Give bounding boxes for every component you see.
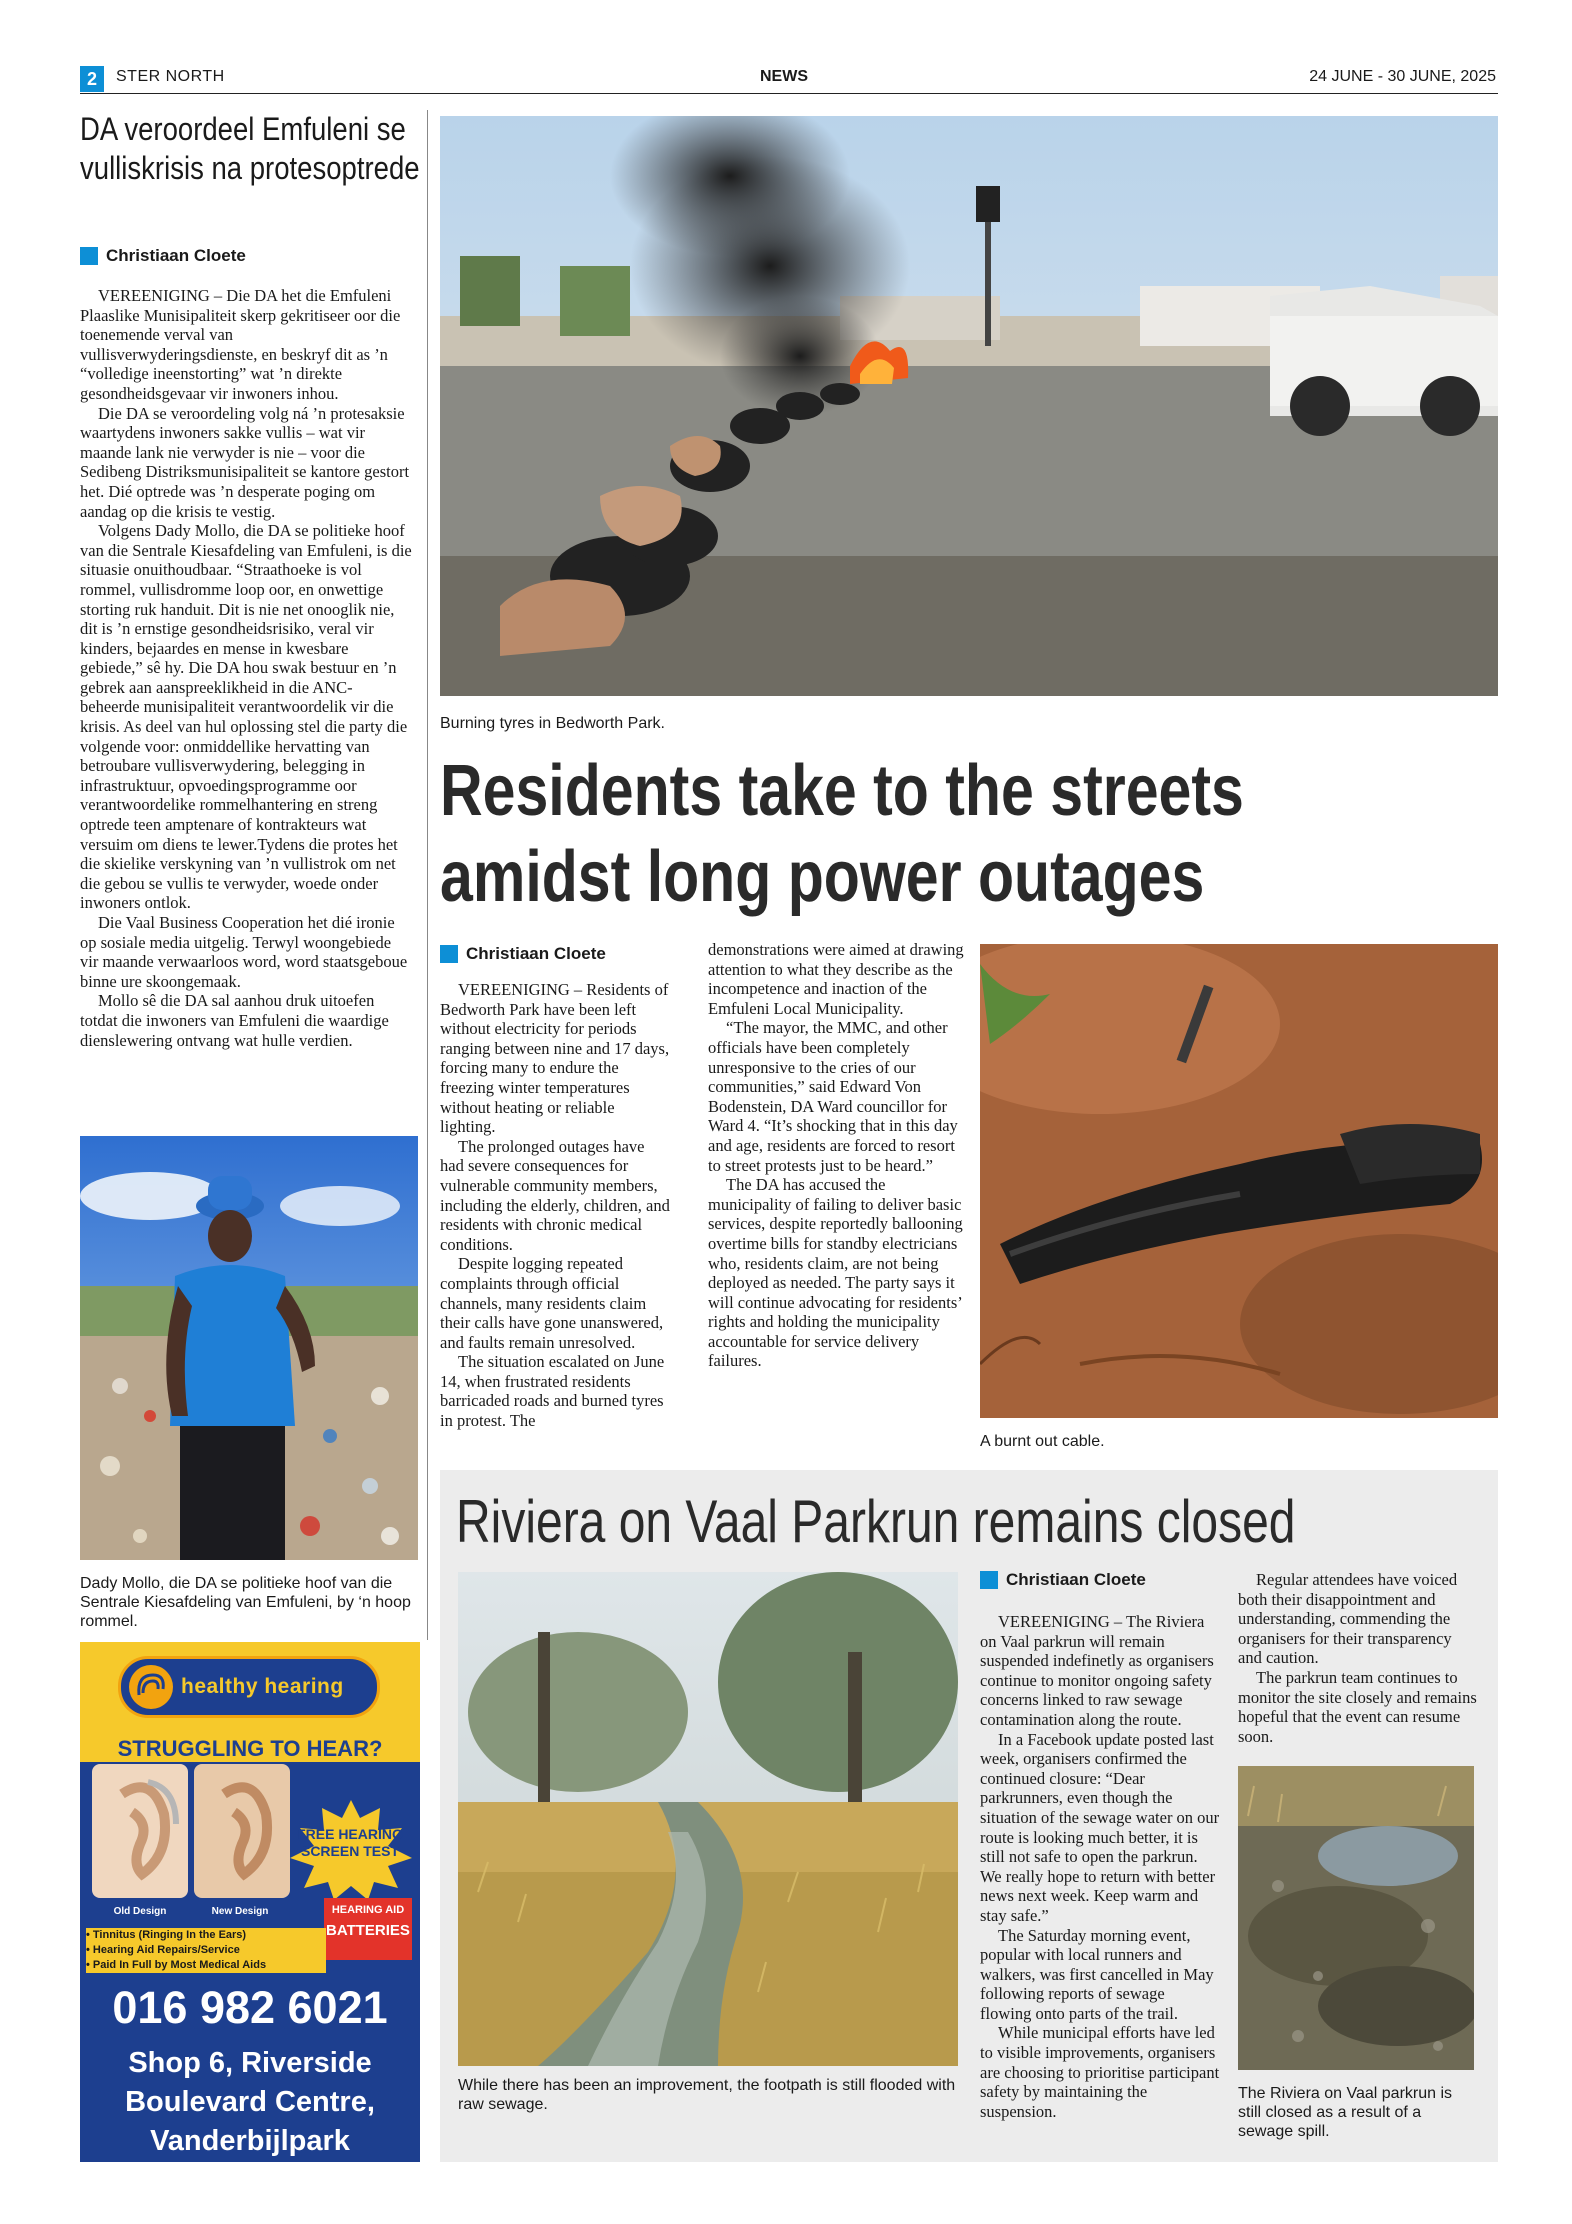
left-story-headline: DA veroordeel Emfuleni se vulliskrisis na protesoptrede [80,111,420,186]
dump-site-photo [80,1136,418,1560]
flooded-footpath-photo [458,1572,958,2066]
left-story-byline [80,246,246,266]
ad-bullet: • Hearing Aid Repairs/Service [86,1943,326,1958]
paragraph: demonstrations were aimed at drawing attention to what they describe as the incompetence and inaction of the Emfuleni Local Municipality. [708,940,964,1018]
paragraph: The parkrun team continues to monitor the site closely and remains hopeful that the event can resume soon. [1238,1667,1477,1746]
paragraph: “The mayor, the MMC, and other officials have been completely unresponsive to the cries of our communities,” said Edward Von Bodenstein, DA Ward councillor for Ward 4. “It’s shocking that in this day and age, residents are forced to resort to street protests just to be heard.” [708,1018,958,1175]
page-number: 2 [80,66,104,92]
byline-marker [980,1571,998,1589]
main-story-byline [440,944,606,964]
paragraph: VEREENIGING – Die DA het die Emfuleni Plaaslike Munisipaliteit skerp gekritiseer oor die toenemende verval van vullisverwyderingsdienste, en beskryf dit as ’n “volledige ineenstorting” wat ’n direkte gesondheidsgevaar vir inwoners inhou. [80,286,401,403]
new-design-label: New Design [211,1906,269,1917]
ad-address [80,2044,420,2161]
column-divider [427,110,428,1640]
byline-name: Christiaan Cloete [1006,1570,1146,1589]
paragraph: The situation escalated on June 14, when frustrated residents barricaded roads and burned tyres in protest. The [440,1352,665,1431]
ad-phone-number: 016 982 6021 [112,1982,388,2033]
paragraph: VEREENIGING – Residents of Bedworth Park have been left without electricity for periods ranging between nine and 17 days, forcing many to endure the freezing winter temperatures without heating or reliable lighting. [440,980,670,1137]
old-design-ear-image [92,1764,188,1898]
paragraph: Volgens Dady Mollo, die DA se politieke hoof van die Sentrale Kiesafdeling van Emfuleni, is die situasie onuithoudbaar. “Straathoeke is vol rommel, vullisdromme loop oor, en onwettige storting ruk handuit. Dit is nie net onooglik nie, dit is ’n ernstige gesondheidsrisiko, veral vir kinders, bejaardes en mense in kwesbare gebiede,” sê hy. Die DA hou swak bestuur en ’n gebrek aan aanspreeklikheid in die ANC-beheerde munisipaliteit verantwoordelik vir die krisis. As deel van hul oplossing stel die party die volgende voor: onmiddellike hervatting van betroubare vullisverwydering, belegging in infrastruktuur, opvoedingsprogramme oor verantwoordelike rommelhantering en streng optrede teen amptenare of kontrakteurs wat versuim om diens te lewer.Tydens die protes het die skielike verskyning van ’n vullistrok om net die gebou se vullis te verwyder, woede onder inwoners ontlok. [80,521,412,913]
ad-bullet-list [86,1928,326,1973]
byline-name: Christiaan Cloete [106,246,246,265]
paragraph: The Saturday morning event, popular with local runners and walkers, was first cancelled in May following reports of sewage flowing onto parts of the trail. [980,1925,1214,2023]
burning-tyres-photo [440,116,1498,696]
paragraph: In a Facebook update posted last week, organisers confirmed the continued closure: “Dear parkrunners, even though the situation of the sewage water on our route is looking much better, it is still not safe to open the parkrun. We really hope to return with better news next week. Keep warm and stay safe.” [980,1729,1220,1925]
headline-line: Residents take to the streets [440,751,1244,831]
parkrun-column-2 [1238,1570,1478,1746]
batteries-line2: BATTERIES [326,1922,410,1939]
free-test-label: FREE HEARING SCREEN TEST [297,1826,403,1859]
ear-logo-icon [129,1665,173,1709]
ad-headline: STRUGGLING TO HEAR? [117,1736,383,1761]
new-design-ear-image [194,1764,290,1898]
left-story-body [80,286,412,1050]
paragraph: Mollo sê die DA sal aanhou druk uitoefen totdat die inwoners van Emfuleni die waardige dienslewering ontvang wat hulle verdien. [80,991,389,1050]
sewage-mud-photo [1238,1766,1474,2070]
main-story-column-1 [440,980,672,1431]
paragraph: The prolonged outages have had severe consequences for vulnerable community members, including the elderly, children, and residents with chronic medical conditions. [440,1136,670,1254]
paragraph: While municipal efforts have led to visible improvements, organisers are choosing to prioritise participant safety by maintaining the suspension. [980,2023,1220,2121]
old-design-label: Old Design [113,1906,167,1917]
parkrun-column-1 [980,1612,1220,2121]
ad-bullet: • Paid In Full by Most Medical Aids [86,1958,326,1973]
dump-site-caption: Dady Mollo, die DA se politieke hoof van die Sentrale Kiesafdeling van Emfuleni, by ‘n hoop rommel. [80,1575,411,1630]
paragraph: Despite logging repeated complaints through official channels, many residents claim their calls have gone unanswered, and faults remain unresolved. [440,1254,664,1352]
batteries-line1: HEARING AID [331,1904,405,1916]
sewage-mud-caption: The Riviera on Vaal parkrun is still closed as a result of a sewage spill. [1238,2085,1453,2140]
section-label: NEWS [760,68,808,85]
byline-marker [440,945,458,963]
parkrun-headline: Riviera on Vaal Parkrun remains closed [456,1488,1296,1555]
paragraph: VEREENIGING – The Riviera on Vaal parkrun will remain suspended indefinetly as organisers continue to monitor ongoing safety concerns linked to raw sewage contamination along the route. [980,1612,1214,1729]
paragraph: Die Vaal Business Cooperation het dié ironie op sosiale media uitgelig. Terwyl woongebiede vir maande verwaarloos word, word staatsgeboue binne ure skoongemaak. [80,913,408,991]
main-story-headline [440,748,1506,920]
header-rule [80,93,1498,94]
ad-logo [118,1656,380,1718]
headline-line: amidst long power outages [440,837,1205,917]
ad-bullet: • Tinnitus (Ringing In the Ears) [86,1928,326,1943]
ad-address-line: Shop 6, Riverside [128,2047,372,2079]
paragraph: Die DA se veroordeling volg ná ’n protesaksie waartydens inwoners sakke vullis – wat vir maande lank nie verwyder is nie – voor die Sedibeng Distriksmunisipaliteit se kantore gestort het. Dié optrede was ’n desperate poging om aandag op die krisis te vestig. [80,403,410,521]
flooded-footpath-caption: While there has been an improvement, the footpath is still flooded with raw sewage. [458,2077,956,2113]
byline-name: Christiaan Cloete [466,944,606,963]
byline-marker [80,247,98,265]
burnt-cable-photo [980,944,1498,1418]
burnt-cable-caption: A burnt out cable. [980,1433,1105,1450]
main-story-column-2 [708,940,964,1371]
ad-address-line: Vanderbijlpark [150,2125,350,2157]
publication-name: STER NORTH [116,68,225,85]
ad-brand: healthy hearing [181,1675,344,1698]
paragraph: The DA has accused the municipality of failing to deliver basic services, despite reportedly ballooning overtime bills for standby electricians who, residents claim, are not being deployed as needed. The party says it will continue advocating for residents’ rights and holding the municipality accountable for service delivery failures. [708,1175,963,1371]
ad-address-line: Boulevard Centre, [125,2086,375,2118]
paragraph: Regular attendees have voiced both their disappointment and understanding, commending the organisers for their transparency and caution. [1238,1570,1458,1668]
burning-tyres-caption: Burning tyres in Bedworth Park. [440,715,665,732]
issue-date: 24 JUNE - 30 JUNE, 2025 [1309,68,1496,85]
parkrun-byline [980,1570,1146,1590]
